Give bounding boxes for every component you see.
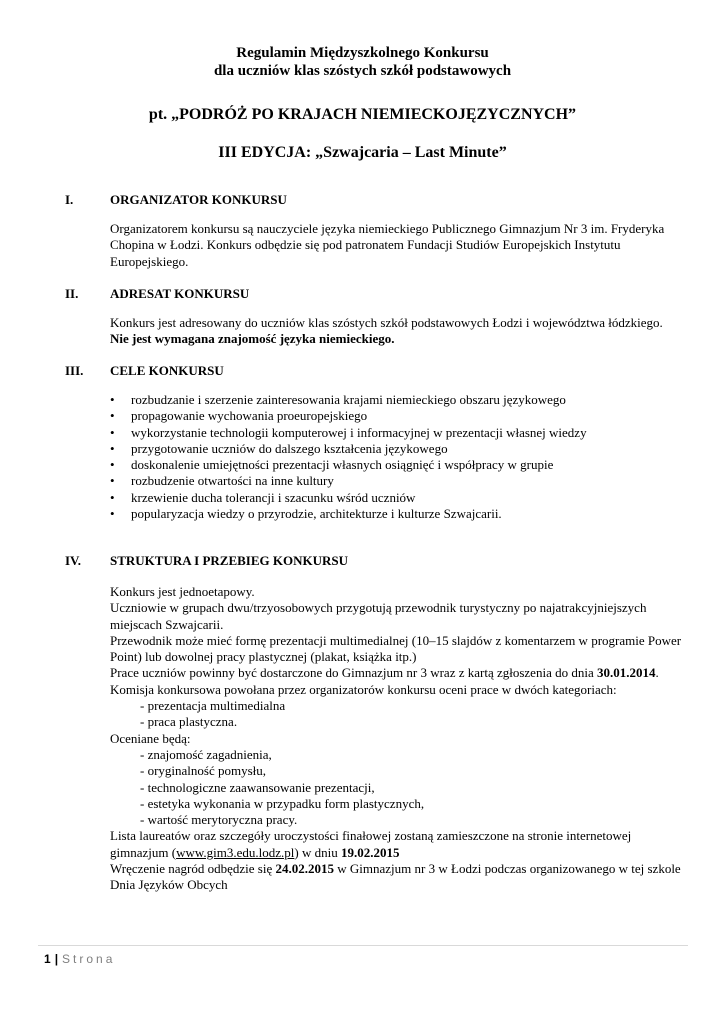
bullet-icon: • [110,506,115,522]
section-title: ORGANIZATOR KONKURSU [110,192,287,207]
list-item: • rozbudzenie otwartości na inne kultury [110,473,334,489]
page-number: 1 [44,952,51,966]
section-number: I. [65,192,74,207]
edition-title: III EDYCJA: „Szwajcaria – Last Minute” [218,144,507,161]
bullet-icon: • [110,392,115,407]
list-item: • propagowanie wychowania proeuropejskiego [110,408,368,424]
section-title: CELE KONKURSU [110,363,224,378]
list-item: • doskonalenie umiejętności prezentacji własnych osiągnięć i współpracy w grupie [110,457,554,473]
page-label: Strona [62,952,116,966]
footer-separator: | [54,952,59,966]
list-item: • krzewienie ducha tolerancji i szacunku wśród uczniów [110,489,416,505]
criteria-item: - znajomość zagadnienia, [140,746,272,762]
bullet-icon: • [110,440,115,456]
structure-line: Uczniowie w grupach dwu/trzyosobowych przygotują przewodnik turystyczny po najatrakcyjniejszych miejscach Szwajcarii. [110,600,647,632]
list-item: • popularyzacja wiedzy o przyrodzie, architekturze i kulturze Szwajcarii. [110,506,502,522]
addressee-text: Konkurs jest adresowany do uczniów klas szóstych szkół podstawowych Łodzi i województwa łódzkiego. [110,315,663,330]
title-line-1: Regulamin Międzyszkolnego Konkursu [236,45,489,61]
ceremony-date: 24.02.2015 [275,861,335,877]
section-title: ADRESAT KONKURSU [110,286,250,301]
bullet-icon: • [110,408,115,424]
footer-divider [38,945,688,946]
criteria-item: - wartość merytoryczna pracy. [140,812,298,828]
section-number: IV. [65,553,82,568]
section-number: III. [65,363,84,378]
category-item: - praca plastyczna. [140,714,238,730]
results-date: 19.02.2015 [340,844,400,860]
page-footer [44,951,115,967]
title-line-2: dla uczniów klas szóstych szkół podstawowych [213,63,512,79]
submission-deadline-line: Prace uczniów powinny być dostarczone do Gimnazjum nr 3 wraz z kartą zgłoszenia do dnia 30.01.2014. [110,665,659,681]
results-announcement-line: Lista laureatów oraz szczegóły uroczystości finałowej zostaną zamieszczone na stronie internetowej gimnazjum (www.gim3.edu.lodz.pl) w dniu 19.02.2015 [110,828,632,860]
addressee-paragraph [110,315,690,348]
category-item: - prezentacja multimedialna [140,698,286,714]
bullet-icon: • [110,473,115,489]
bullet-icon: • [110,424,115,440]
structure-line: Konkurs jest jednoetapowy. [110,584,255,599]
document-subtitle: pt. „PODRÓŻ PO KRAJACH NIEMIECKOJĘZYCZNYCH” [148,106,577,123]
list-item: • rozbudzanie i szerzenie zainteresowania krajami niemieckiego obszaru językowego [110,392,566,407]
criteria-item: - estetyka wykonania w przypadku form plastycznych, [140,795,425,811]
award-ceremony-line: Wręczenie nagród odbędzie się 24.02.2015 w Gimnazjum nr 3 w Łodzi podczas organizowanego w tej szkole Dnia Języków Obcych [110,861,681,893]
criteria-item: - oryginalność pomysłu, [140,763,267,779]
section-title: STRUKTURA I PRZEBIEG KONKURSU [110,553,349,568]
bullet-icon: • [110,489,115,505]
list-item: • przygotowanie uczniów do dalszego kształcenia językowego [110,440,448,456]
goals-list [110,392,690,522]
list-item: • wykorzystanie technologii komputerowej i informacyjnej w prezentacji własnej wiedzy [110,424,587,440]
structure-body [110,584,690,894]
addressee-note: Nie jest wymagana znajomość języka niemieckiego. [110,331,395,347]
deadline-date: 30.01.2014 [596,665,656,681]
document-title [0,44,725,80]
school-website-link[interactable]: www.gim3.edu.lodz.pl [176,844,295,860]
structure-line: Przewodnik może mieć formę prezentacji multimedialnej (10–15 slajdów z komentarzem w programie Power Point) lub dowolnej pracy plastycznej (plakat, książka itp.) [110,632,682,665]
structure-line: Oceniane będą: [110,730,191,746]
organizer-paragraph: Organizatorem konkursu są nauczyciele języka niemieckiego Publicznego Gimnazjum Nr 3 im. Fryderyka Chopina w Łodzi. Konkurs odbędzie się pod patronatem Fundacji Studiów Europejskich Instytutu Europejskiego. [110,221,665,269]
section-number: II. [65,286,79,301]
structure-line: Komisja konkursowa powołana przez organizatorów konkursu oceni prace w dwóch kategoriach: [110,681,617,697]
criteria-item: - technologiczne zaawansowanie prezentacji, [140,779,375,795]
bullet-icon: • [110,457,115,473]
